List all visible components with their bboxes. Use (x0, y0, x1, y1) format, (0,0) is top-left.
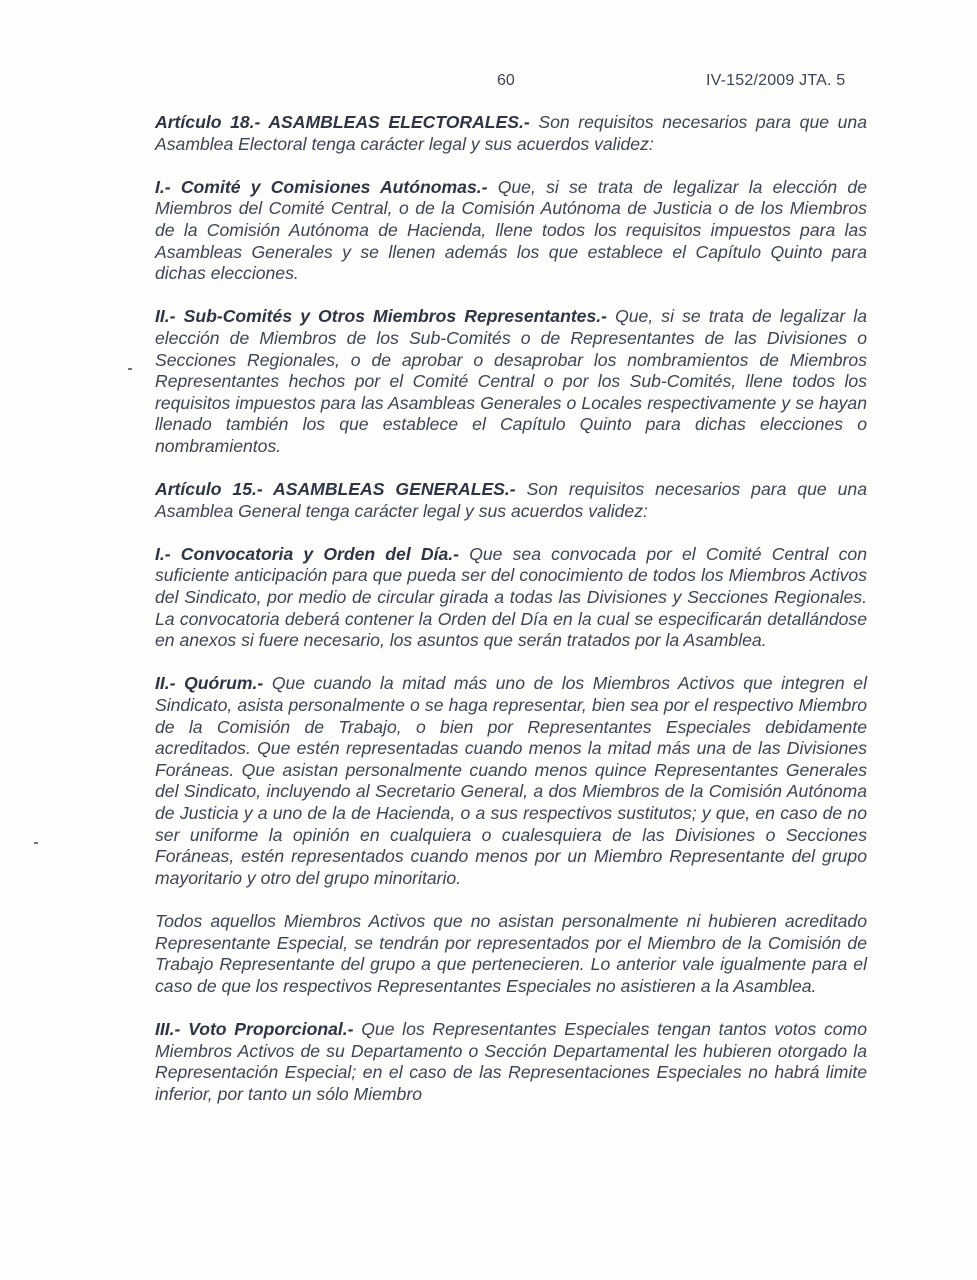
paragraph-text: Todos aquellos Miembros Activos que no asistan personalmente ni hubieren acreditado Representante Especial, se tendrán por representados por el Miembro de la Comisión de Trabajo Representante del grupo a que pertenecieren. Lo anterior vale igualmente para el caso de que los respectivos Representantes Especiales no asistieren a la Asamblea. (155, 910, 867, 996)
margin-mark (34, 842, 38, 844)
paragraph-article-18 (155, 112, 867, 155)
paragraph-heading: I.- Convocatoria y Orden del Día.- (155, 543, 460, 564)
margin-mark (128, 368, 132, 370)
paragraph-heading: II.- Quórum.- (155, 673, 264, 694)
paragraph-text: Son requisitos necesarios para que una Asamblea General tenga carácter legal y sus acuerdos validez: (155, 479, 868, 521)
paragraph-convocatoria (155, 544, 867, 652)
paragraph-text: Que, si se trata de legalizar la elección de Miembros del Comité Central, o de la Comisión Autónoma de Justicia o de los Miembros de la Comisión Autónoma de Hacienda, llene todos los requisitos impuestos para las Asambleas Generales y se llenen además los que establece el Capítulo Quinto para dichas elecciones. (155, 176, 867, 284)
paragraph-heading: III.- Voto Proporcional.- (155, 1018, 354, 1039)
paragraph-heading: I.- Comité y Comisiones Autónomas.- (155, 176, 488, 197)
paragraph-article-15 (155, 479, 867, 522)
paragraph-heading: II.- Sub-Comités y Otros Miembros Representantes.- (155, 306, 607, 327)
paragraph-text: Que los Representantes Especiales tengan tantos votos como Miembros Activos de su Departamento o Sección Departamental les hubieren otorgado la Representación Especial; en el caso de las Representaciones Especiales no habrá limite inferior, por tanto un sólo Miembro (155, 1018, 867, 1104)
paragraph-text: Son requisitos necesarios para que una Asamblea Electoral tenga carácter legal y sus acuerdos validez: (155, 112, 867, 154)
paragraph-comite-comisiones (155, 177, 867, 285)
paragraph-voto-proporcional (155, 1019, 867, 1105)
paragraph-miembros-activos (155, 911, 867, 997)
page-number: 60 (497, 72, 515, 89)
paragraph-quorum (155, 673, 867, 889)
paragraph-text: Que cuando la mitad más uno de los Miembros Activos que integren el Sindicato, asista personalmente o se haga representar, bien sea por el respectivo Miembro de la Comisión de Trabajo, o bien por Representantes Especiales debidamente acreditados. Que estén representadas cuando menos la mitad más una de las Divisiones Foráneas. Que asistan personalmente cuando menos quince Representantes Generales del Sindicato, incluyendo al Secretario General, a dos Miembros de la Comisión Autónoma de Justicia y a uno de la de Hacienda, o a sus respectivos sustitutos; y que, en caso de no ser uniforme la opinión en cualquiera o cualesquiera de las Divisiones o Secciones Foráneas, estén representados cuando menos por un Miembro Representante del grupo mayoritario y otro del grupo minoritario. (155, 673, 867, 888)
paragraph-heading: Artículo 18.- ASAMBLEAS ELECTORALES.- (155, 112, 530, 132)
paragraph-text: Que sea convocada por el Comité Central con suficiente anticipación para que pueda ser del conocimiento de todos los Miembros Activos del Sindicato, por medio de circular girada a todas las Divisiones y Secciones Regionales. La convocatoria deberá contener la Orden del Día en la cual se especificarán detallándose en anexos si fuere necesario, los asuntos que serán tratados por la Asamblea. (155, 543, 867, 651)
paragraph-heading: Artículo 15.- ASAMBLEAS GENERALES.- (155, 479, 516, 500)
document-body (155, 112, 867, 1127)
paragraph-text: Que, si se trata de legalizar la elección de Miembros de los Sub-Comités o de Representantes de las Divisiones o Secciones Regionales, o de aprobar o desaprobar los nombramientos de Miembros Representantes hechos por el Comité Central o por los Sub-Comités, llene todos los requisitos impuestos para las Asambleas Generales o Locales respectivamente y se hayan llenado también los que establece el Capítulo Quinto para dichas elecciones o nombramientos. (155, 306, 867, 456)
file-reference: IV-152/2009 JTA. 5 (706, 72, 846, 89)
paragraph-sub-comites (155, 306, 867, 457)
